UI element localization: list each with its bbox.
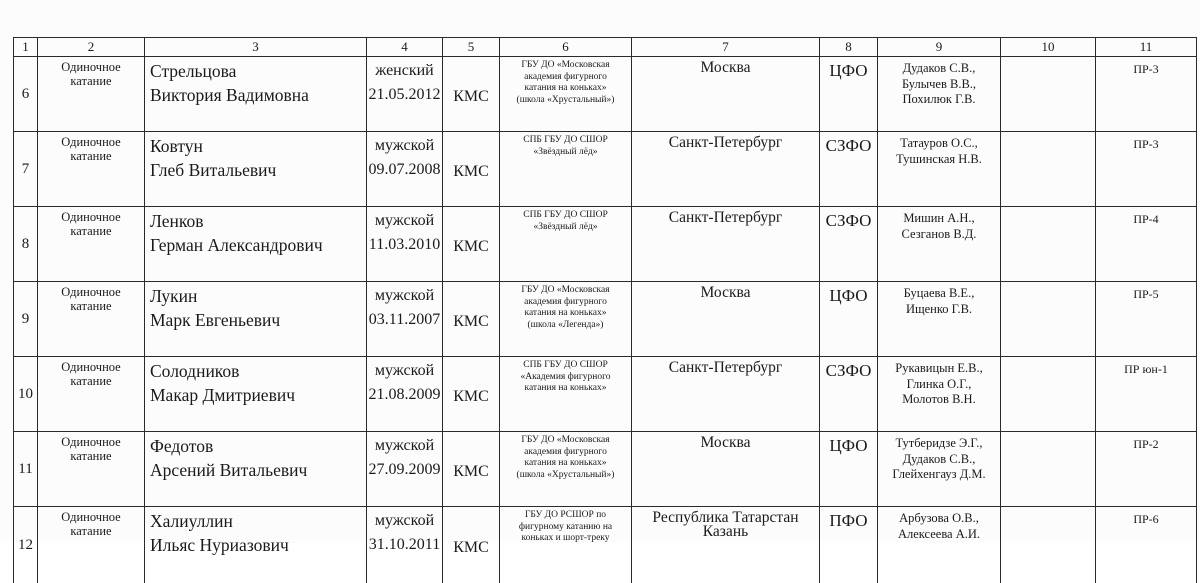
athlete-name-line: Макар Дмитриевич xyxy=(150,383,366,407)
birth-date: 21.05.2012 xyxy=(367,83,442,107)
organization-line: ГБУ ДО «Московская xyxy=(502,285,629,297)
gender: мужской xyxy=(367,434,442,458)
category-code: ПР-4 xyxy=(1096,207,1197,282)
coach-line: Сезганов В.Д. xyxy=(878,227,1000,243)
category-code: ПР-6 xyxy=(1096,507,1197,583)
discipline-line: Одиночное xyxy=(38,510,144,524)
organization-line: (школа «Хрустальный») xyxy=(502,95,629,107)
city-line: Москва xyxy=(632,286,819,300)
organization-line: академия фигурного xyxy=(502,72,629,84)
column-number: 6 xyxy=(500,38,632,57)
athlete-name-line: Солодников xyxy=(150,359,366,383)
organization-line: фигурному катанию на xyxy=(502,522,629,534)
gender: мужской xyxy=(367,284,442,308)
organization-line: СПБ ГБУ ДО СШОР xyxy=(502,210,629,222)
coach-line: Похилюк Г.В. xyxy=(878,92,1000,108)
column-number: 4 xyxy=(367,38,443,57)
athlete-row xyxy=(14,57,1197,132)
organization-line: СПБ ГБУ ДО СШОР xyxy=(502,135,629,147)
discipline-line: катание xyxy=(38,524,144,538)
gender-birth-cell xyxy=(367,432,443,507)
athlete-row xyxy=(14,282,1197,357)
column-number: 2 xyxy=(38,38,145,57)
row-number: 10 xyxy=(14,357,38,432)
discipline-cell xyxy=(38,57,145,132)
coach-line: Глинка О.Г., xyxy=(878,377,1000,393)
federal-district: ПФО xyxy=(820,507,878,583)
category-code: ПР-3 xyxy=(1096,57,1197,132)
discipline-line: Одиночное xyxy=(38,360,144,374)
column-number: 5 xyxy=(443,38,500,57)
athlete-roster-table xyxy=(13,37,1197,583)
discipline-line: Одиночное xyxy=(38,60,144,74)
column-10-cell xyxy=(1001,432,1096,507)
birth-date: 31.10.2011 xyxy=(367,533,442,557)
organization-line: катания на коньках» xyxy=(502,308,629,320)
organization-line: «Звёздный лёд» xyxy=(502,222,629,234)
organization-line: ГБУ ДО «Московская xyxy=(502,435,629,447)
row-number: 7 xyxy=(14,132,38,207)
row-number: 8 xyxy=(14,207,38,282)
birth-date: 27.09.2009 xyxy=(367,458,442,482)
city-line: Санкт-Петербург xyxy=(632,136,819,150)
gender-birth-cell xyxy=(367,507,443,583)
athlete-name-cell xyxy=(145,507,367,583)
gender: женский xyxy=(367,59,442,83)
coach-line: Глейхенгауз Д.М. xyxy=(878,467,1000,483)
coaches-cell xyxy=(878,132,1001,207)
row-number: 6 xyxy=(14,57,38,132)
organization-line: (школа «Легенда») xyxy=(502,320,629,332)
sport-rank: КМС xyxy=(443,207,500,282)
city-cell xyxy=(632,282,820,357)
category-code: ПР-2 xyxy=(1096,432,1197,507)
sport-rank: КМС xyxy=(443,132,500,207)
organization-line: ГБУ ДО РСШОР по xyxy=(502,510,629,522)
column-number: 10 xyxy=(1001,38,1096,57)
discipline-line: Одиночное xyxy=(38,210,144,224)
athlete-name-line: Герман Александрович xyxy=(150,233,366,257)
federal-district: СЗФО xyxy=(820,357,878,432)
athlete-name-line: Виктория Вадимовна xyxy=(150,83,366,107)
sport-rank: КМС xyxy=(443,357,500,432)
athlete-name-line: Марк Евгеньевич xyxy=(150,308,366,332)
federal-district: СЗФО xyxy=(820,207,878,282)
athlete-name-line: Глеб Витальевич xyxy=(150,158,366,182)
gender-birth-cell xyxy=(367,357,443,432)
discipline-line: Одиночное xyxy=(38,135,144,149)
column-10-cell xyxy=(1001,282,1096,357)
column-number: 9 xyxy=(878,38,1001,57)
coach-line: Булычев В.В., xyxy=(878,77,1000,93)
birth-date: 09.07.2008 xyxy=(367,158,442,182)
column-10-cell xyxy=(1001,357,1096,432)
sport-rank: КМС xyxy=(443,432,500,507)
city-line: Санкт-Петербург xyxy=(632,361,819,375)
organization-cell xyxy=(500,207,632,282)
city-line: Республика Татарстан xyxy=(632,511,819,525)
column-10-cell xyxy=(1001,57,1096,132)
sport-rank: КМС xyxy=(443,57,500,132)
column-number-row xyxy=(14,38,1197,57)
column-number: 8 xyxy=(820,38,878,57)
athlete-name-cell xyxy=(145,282,367,357)
organization-line: катания на коньках» xyxy=(502,383,629,395)
city-cell xyxy=(632,507,820,583)
coach-line: Мишин А.Н., xyxy=(878,211,1000,227)
discipline-line: Одиночное xyxy=(38,285,144,299)
organization-line: катания на коньках» xyxy=(502,83,629,95)
discipline-line: катание xyxy=(38,299,144,313)
birth-date: 11.03.2010 xyxy=(367,233,442,257)
sport-rank: КМС xyxy=(443,507,500,583)
federal-district: ЦФО xyxy=(820,57,878,132)
athlete-row xyxy=(14,507,1197,583)
athlete-row xyxy=(14,207,1197,282)
discipline-line: катание xyxy=(38,74,144,88)
coaches-cell xyxy=(878,207,1001,282)
organization-line: «Звёздный лёд» xyxy=(502,147,629,159)
organization-line: СПБ ГБУ ДО СШОР xyxy=(502,360,629,372)
athlete-row xyxy=(14,432,1197,507)
athlete-name-cell xyxy=(145,357,367,432)
discipline-line: Одиночное xyxy=(38,435,144,449)
city-cell xyxy=(632,132,820,207)
athlete-name-line: Ильяс Нуриазович xyxy=(150,533,366,557)
discipline-cell xyxy=(38,357,145,432)
gender-birth-cell xyxy=(367,282,443,357)
column-10-cell xyxy=(1001,507,1096,583)
organization-cell xyxy=(500,507,632,583)
coach-line: Дудаков С.В., xyxy=(878,452,1000,468)
coach-line: Дудаков С.В., xyxy=(878,61,1000,77)
organization-line: (школа «Хрустальный») xyxy=(502,470,629,482)
column-number: 3 xyxy=(145,38,367,57)
sport-rank: КМС xyxy=(443,282,500,357)
athlete-name-cell xyxy=(145,432,367,507)
organization-line: ГБУ ДО «Московская xyxy=(502,60,629,72)
coach-line: Рукавицын Е.В., xyxy=(878,361,1000,377)
gender: мужской xyxy=(367,134,442,158)
coach-line: Татауров О.С., xyxy=(878,136,1000,152)
column-number: 11 xyxy=(1096,38,1197,57)
organization-line: «Академия фигурного xyxy=(502,372,629,384)
coaches-cell xyxy=(878,282,1001,357)
gender: мужской xyxy=(367,209,442,233)
athlete-name-cell xyxy=(145,132,367,207)
athlete-name-cell xyxy=(145,207,367,282)
coach-line: Ищенко Г.В. xyxy=(878,302,1000,318)
column-10-cell xyxy=(1001,207,1096,282)
organization-line: коньках и шорт-треку xyxy=(502,533,629,545)
coaches-cell xyxy=(878,507,1001,583)
organization-cell xyxy=(500,57,632,132)
organization-line: академия фигурного xyxy=(502,297,629,309)
coach-line: Буцаева В.Е., xyxy=(878,286,1000,302)
coaches-cell xyxy=(878,432,1001,507)
federal-district: ЦФО xyxy=(820,432,878,507)
discipline-line: катание xyxy=(38,449,144,463)
coach-line: Алексеева А.И. xyxy=(878,527,1000,543)
organization-cell xyxy=(500,282,632,357)
organization-cell xyxy=(500,432,632,507)
city-cell xyxy=(632,57,820,132)
discipline-line: катание xyxy=(38,149,144,163)
row-number: 11 xyxy=(14,432,38,507)
athlete-name-cell xyxy=(145,57,367,132)
city-line: Москва xyxy=(632,61,819,75)
discipline-cell xyxy=(38,432,145,507)
federal-district: СЗФО xyxy=(820,132,878,207)
city-cell xyxy=(632,357,820,432)
column-10-cell xyxy=(1001,132,1096,207)
gender-birth-cell xyxy=(367,57,443,132)
athlete-name-line: Халиуллин xyxy=(150,509,366,533)
category-code: ПР-3 xyxy=(1096,132,1197,207)
city-line: Санкт-Петербург xyxy=(632,211,819,225)
city-cell xyxy=(632,432,820,507)
row-number: 9 xyxy=(14,282,38,357)
organization-cell xyxy=(500,132,632,207)
discipline-line: катание xyxy=(38,374,144,388)
discipline-line: катание xyxy=(38,224,144,238)
gender-birth-cell xyxy=(367,132,443,207)
organization-line: катания на коньках» xyxy=(502,458,629,470)
category-code: ПР-5 xyxy=(1096,282,1197,357)
athlete-row xyxy=(14,357,1197,432)
coaches-cell xyxy=(878,357,1001,432)
athlete-name-line: Ковтун xyxy=(150,134,366,158)
organization-line: академия фигурного xyxy=(502,447,629,459)
coach-line: Молотов В.Н. xyxy=(878,392,1000,408)
athlete-name-line: Ленков xyxy=(150,209,366,233)
column-number: 7 xyxy=(632,38,820,57)
coach-line: Арбузова О.В., xyxy=(878,511,1000,527)
athlete-name-line: Арсений Витальевич xyxy=(150,458,366,482)
birth-date: 03.11.2007 xyxy=(367,308,442,332)
city-line: Казань xyxy=(632,525,819,539)
gender-birth-cell xyxy=(367,207,443,282)
gender: мужской xyxy=(367,509,442,533)
row-number: 12 xyxy=(14,507,38,583)
city-cell xyxy=(632,207,820,282)
athlete-name-line: Стрельцова xyxy=(150,59,366,83)
discipline-cell xyxy=(38,282,145,357)
athlete-row xyxy=(14,132,1197,207)
gender: мужской xyxy=(367,359,442,383)
discipline-cell xyxy=(38,207,145,282)
coach-line: Тутберидзе Э.Г., xyxy=(878,436,1000,452)
coaches-cell xyxy=(878,57,1001,132)
athlete-name-line: Лукин xyxy=(150,284,366,308)
discipline-cell xyxy=(38,132,145,207)
coach-line: Тушинская Н.В. xyxy=(878,152,1000,168)
city-line: Москва xyxy=(632,436,819,450)
organization-cell xyxy=(500,357,632,432)
federal-district: ЦФО xyxy=(820,282,878,357)
column-number: 1 xyxy=(14,38,38,57)
athlete-name-line: Федотов xyxy=(150,434,366,458)
discipline-cell xyxy=(38,507,145,583)
category-code: ПР юн-1 xyxy=(1096,357,1197,432)
birth-date: 21.08.2009 xyxy=(367,383,442,407)
